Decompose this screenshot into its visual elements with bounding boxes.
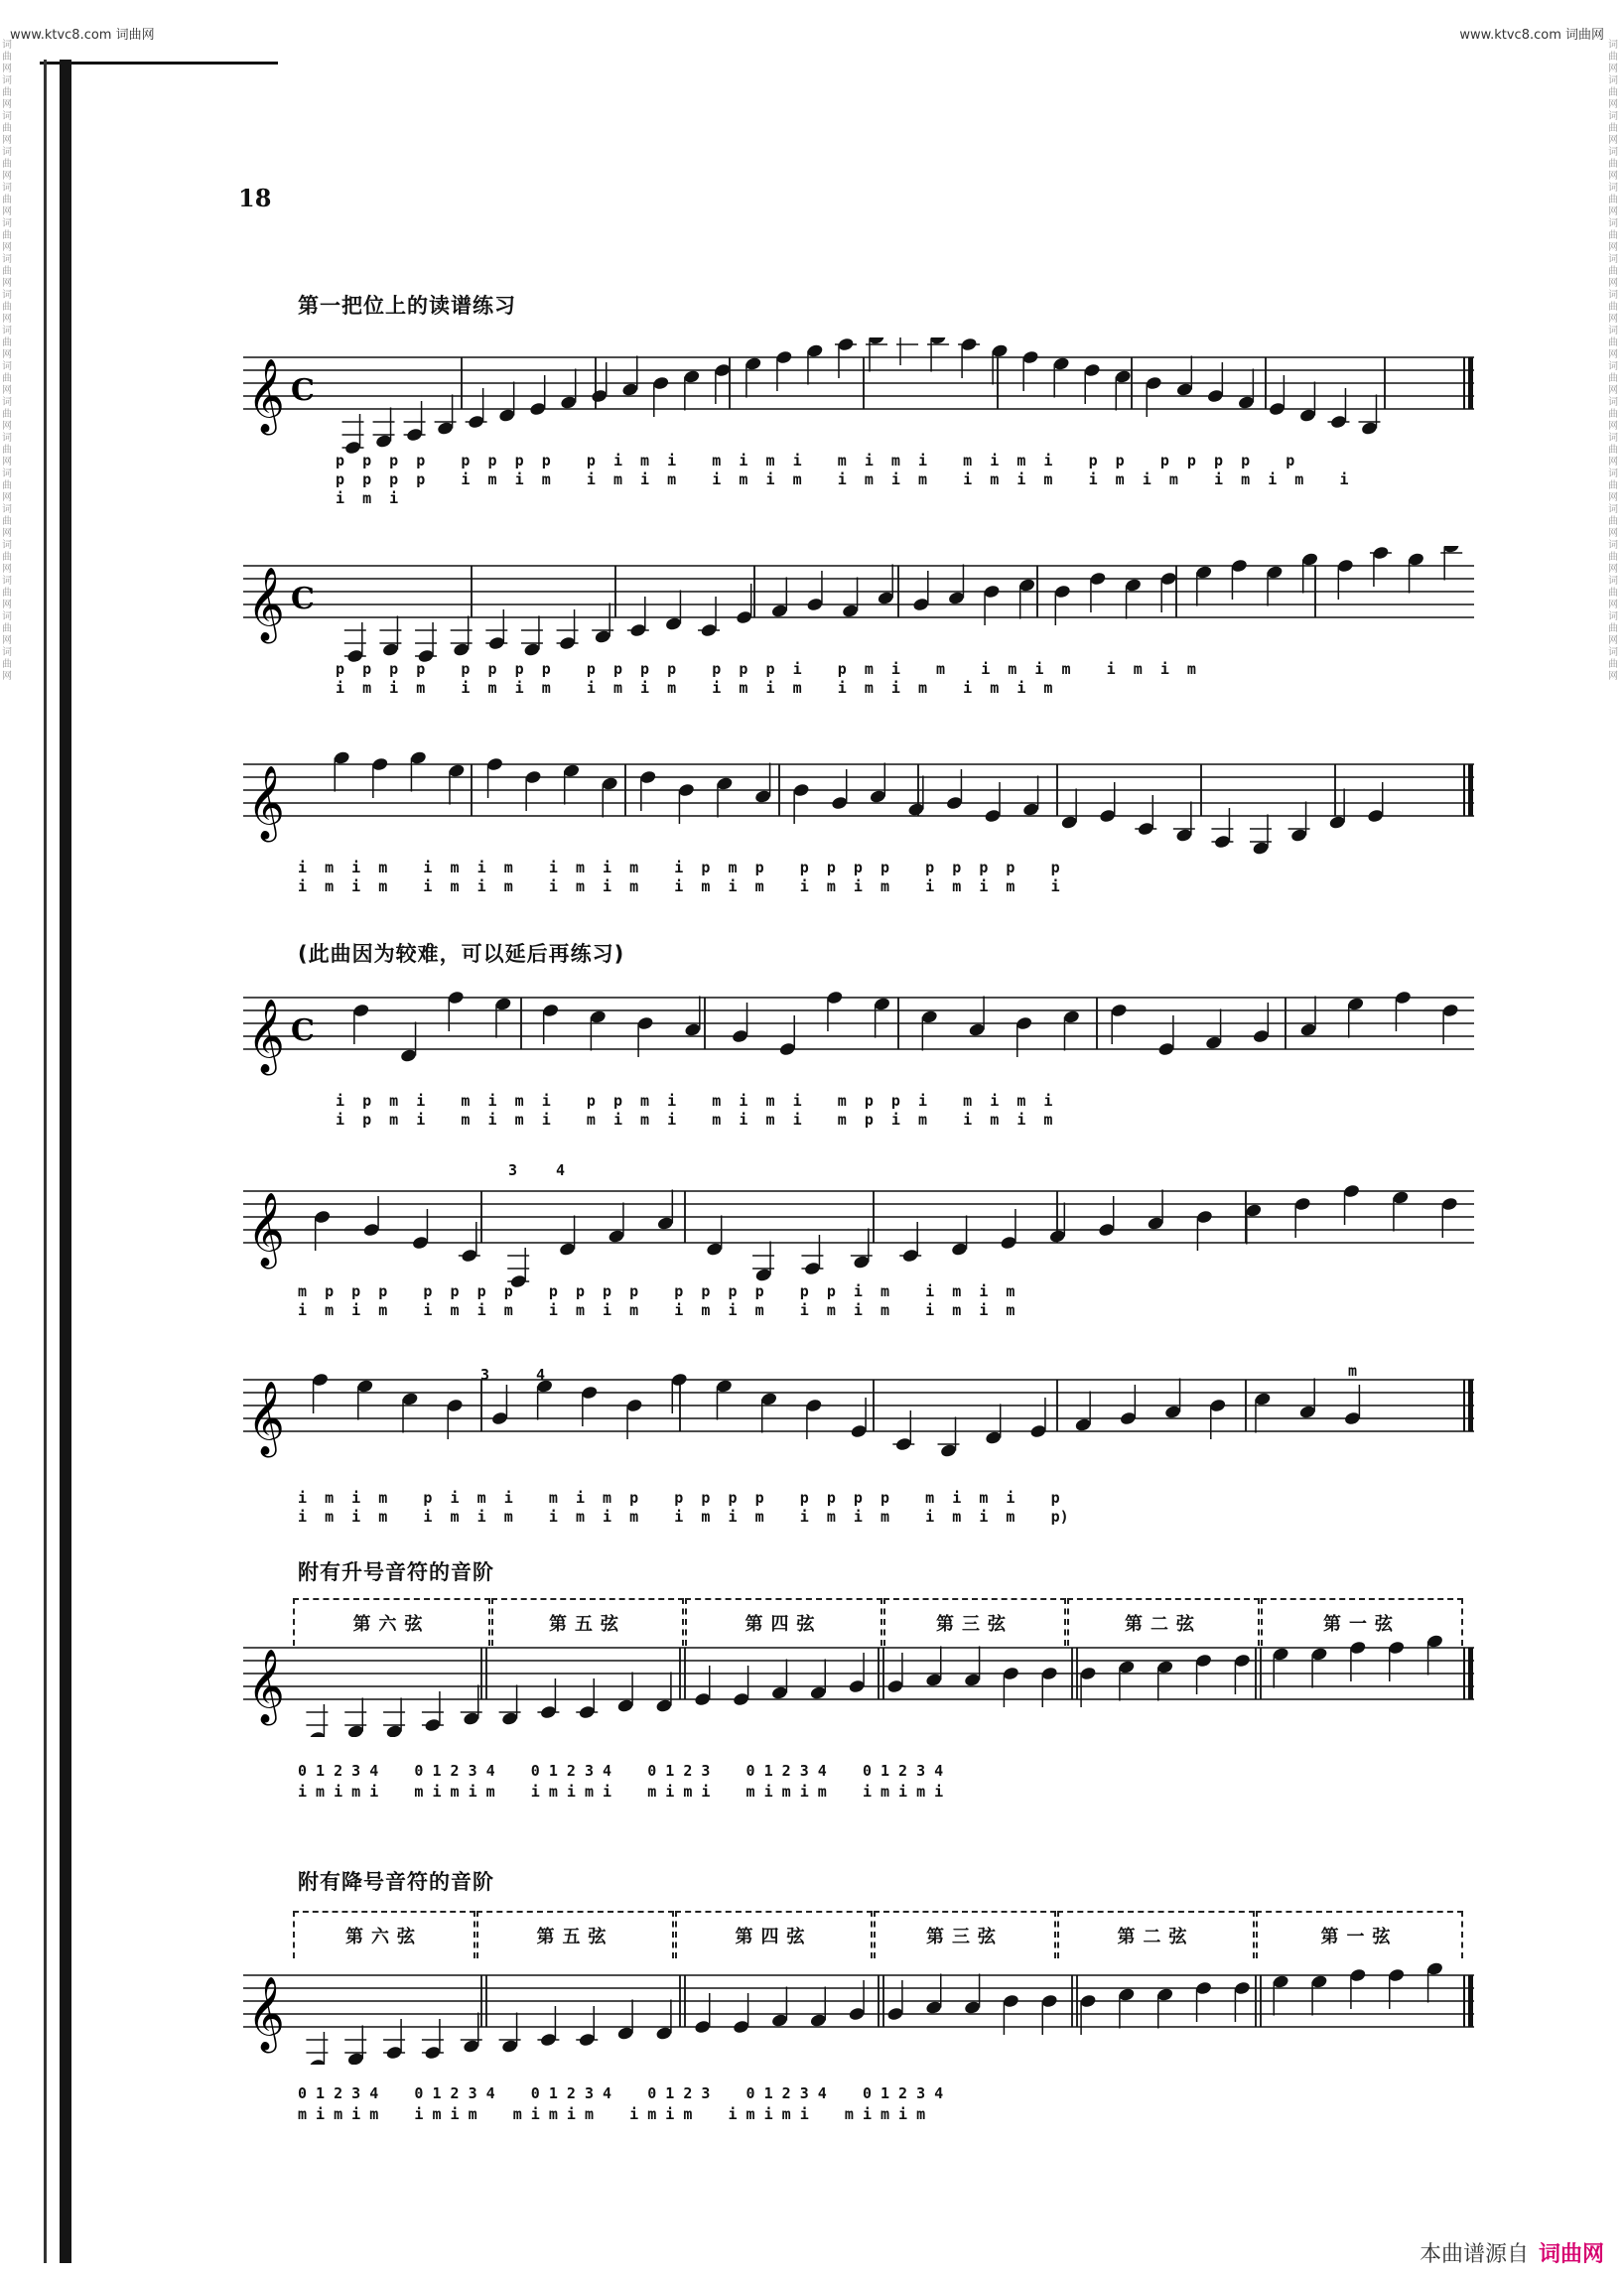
string-label: 第四弦 — [744, 1614, 823, 1635]
string-label: 第五弦 — [536, 1927, 614, 1947]
staff-lines — [243, 764, 1474, 816]
footer-source — [1420, 2237, 1604, 2268]
treble-clef-icon: 𝄞 — [247, 1382, 285, 1455]
binding-edge — [60, 60, 71, 2263]
header-rule — [40, 62, 278, 65]
title-later-practice: (此曲因为较难，可以延后再练习) — [298, 942, 625, 966]
staff-4 — [243, 978, 1474, 1107]
finger-mark-m: m — [1348, 1362, 1358, 1380]
finger-mark-3b: 3 — [480, 1366, 490, 1384]
binding-edge-thin — [44, 60, 47, 2263]
fingering-4a: i p m i m i m i p p m i m i m i m p p i m i m i — [336, 1092, 1053, 1110]
flat-finger-numbers: 0 1 2 3 4 0 1 2 3 4 0 1 2 3 4 0 1 2 3 0 1 2 3 4 0 1 2 3 4 — [298, 2084, 944, 2102]
common-time-icon: C — [291, 373, 315, 408]
fingering-2a: p p p p p p p p p p p p p p p i p m i m i m i m i m i m — [336, 660, 1196, 678]
fingering-5b: i m i m i m i m i m i m i m i m i m i m i m i m — [298, 1301, 1015, 1319]
string-group-box — [476, 1911, 674, 1958]
staff-3 — [243, 744, 1474, 873]
staff-lines — [243, 566, 1474, 617]
treble-clef-icon: 𝄞 — [247, 1193, 285, 1267]
sharp-finger-im: i m i m i m i m i m i m i m i m i m i m i m i m i m i m i — [298, 1783, 944, 1801]
string-label: 第三弦 — [926, 1927, 1004, 1947]
finger-mark-4a: 4 — [556, 1161, 566, 1179]
staff-lines — [243, 1975, 1474, 2027]
footer-site-link[interactable]: 词曲网 — [1538, 2242, 1604, 2267]
sharp-finger-numbers: 0 1 2 3 4 0 1 2 3 4 0 1 2 3 4 0 1 2 3 0 1 2 3 4 0 1 2 3 4 — [298, 1762, 944, 1780]
string-label: 第二弦 — [1117, 1927, 1195, 1947]
right-watermark: 词曲网词曲网词曲网词曲网词曲网词曲网词曲网词曲网词曲网词曲网词曲网词曲网词曲网词曲网词曲网词曲网词曲网词曲网 — [1608, 40, 1618, 682]
common-time-icon: C — [291, 1013, 315, 1048]
treble-clef-icon: 𝄞 — [247, 1000, 285, 1073]
staff-sharp — [243, 1628, 1474, 1737]
left-watermark: 词曲网词曲网词曲网词曲网词曲网词曲网词曲网词曲网词曲网词曲网词曲网词曲网词曲网词曲网词曲网词曲网词曲网词曲网 — [2, 40, 12, 682]
header-left: www.ktvc8.com 词曲网 — [10, 28, 155, 43]
staff-lines — [243, 1380, 1474, 1431]
string-label: 第一弦 — [1320, 1927, 1399, 1947]
fingering-1c: i m i — [336, 489, 399, 507]
common-time-icon: C — [291, 582, 315, 616]
staff-5 — [243, 1171, 1474, 1300]
string-label: 第六弦 — [352, 1614, 431, 1635]
staff-6 — [243, 1360, 1474, 1489]
staff-lines — [243, 998, 1474, 1049]
title-reading-practice: 第一把位上的读谱练习 — [298, 294, 516, 318]
string-label: 第三弦 — [936, 1614, 1014, 1635]
string-label: 第六弦 — [345, 1927, 423, 1947]
fingering-3b: i m i m i m i m i m i m i m i m i m i m i m i m i — [298, 877, 1060, 895]
string-group-box — [293, 1911, 475, 1958]
fingering-2b: i m i m i m i m i m i m i m i m i m i m i m i m — [336, 679, 1053, 697]
string-label: 第二弦 — [1125, 1614, 1202, 1635]
finger-mark-4b: 4 — [536, 1366, 546, 1384]
string-label: 第五弦 — [549, 1614, 626, 1635]
treble-clef-icon: 𝄞 — [247, 568, 285, 641]
string-label: 第一弦 — [1323, 1614, 1401, 1635]
header-right: www.ktvc8.com 词曲网 — [1459, 28, 1604, 43]
fingering-4b: i p m i m i m i m i m i m i m i m p i m i m i m — [336, 1111, 1053, 1129]
fingering-5a: m p p p p p p p p p p p p p p p p p i m i m i m — [298, 1282, 1015, 1300]
staff-lines — [243, 1648, 1474, 1699]
string-group-box — [1057, 1911, 1255, 1958]
treble-clef-icon: 𝄞 — [247, 1977, 285, 2051]
staff-lines — [243, 357, 1474, 409]
string-group-box — [874, 1911, 1056, 1958]
title-flat-scale: 附有降号音符的音阶 — [298, 1870, 494, 1894]
footer-source-label: 本曲谱源自 — [1419, 2242, 1529, 2267]
flat-finger-im: m i m i m i m i m m i m i m i m i m i m i m i m i m i m — [298, 2105, 926, 2123]
staff-2 — [243, 546, 1474, 675]
string-label: 第四弦 — [735, 1927, 813, 1947]
treble-clef-icon: 𝄞 — [247, 1650, 285, 1723]
fingering-1b: p p p p i m i m i m i m i m i m i m i m i m i m i m i m i m i m i — [336, 470, 1349, 488]
fingering-6a: i m i m p i m i m i m p p p p p p p p p m i m i p — [298, 1489, 1060, 1507]
staff-flat — [243, 1955, 1474, 2065]
staff-1 — [243, 337, 1474, 467]
fingering-1a: p p p p p p p p p i m i m i m i m i m i m i m i p p p p p p p — [336, 452, 1295, 469]
title-sharp-scale: 附有升号音符的音阶 — [298, 1560, 494, 1584]
treble-clef-icon: 𝄞 — [247, 766, 285, 840]
treble-clef-icon: 𝄞 — [247, 359, 285, 433]
fingering-6b: i m i m i m i m i m i m i m i m i m i m i m i m p) — [298, 1508, 1069, 1526]
string-group-box — [675, 1911, 873, 1958]
finger-mark-3a: 3 — [508, 1161, 518, 1179]
page-number: 18 — [238, 184, 272, 212]
fingering-3a: i m i m i m i m i m i m i p m p p p p p p p p p p — [298, 859, 1060, 876]
string-group-box — [1256, 1911, 1463, 1958]
